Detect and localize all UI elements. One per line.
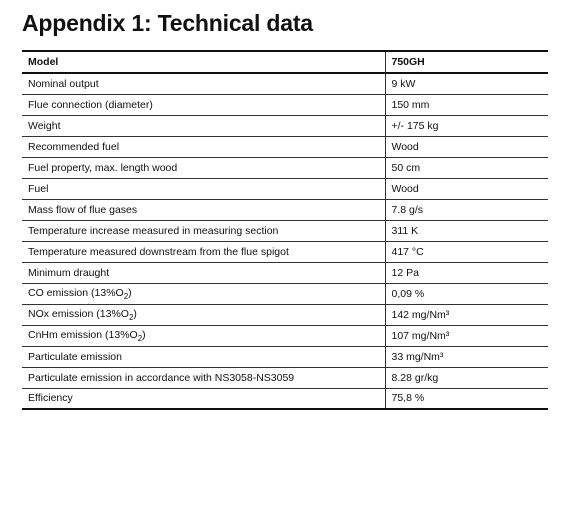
row-value: 33 mg/Nm³ [385, 346, 548, 367]
row-label: Weight [22, 115, 385, 136]
table-row [22, 283, 548, 304]
row-label: Minimum draught [22, 262, 385, 283]
table-row [22, 115, 548, 136]
row-label: Fuel [22, 178, 385, 199]
row-value: 311 K [385, 220, 548, 241]
row-label-close: ) [128, 286, 132, 299]
row-value: 7.8 g/s [385, 199, 548, 220]
table-row [22, 304, 548, 325]
row-value: 150 mm [385, 94, 548, 115]
row-label-text: CO emission (13%O [28, 286, 124, 299]
row-label-subscript: 2 [123, 291, 129, 301]
row-value: 0,09 % [385, 283, 548, 304]
table-row [22, 241, 548, 262]
row-label [22, 304, 385, 325]
row-label: Mass flow of flue gases [22, 199, 385, 220]
row-label: Particulate emission [22, 346, 385, 367]
table-row [22, 220, 548, 241]
table-row [22, 325, 548, 346]
row-label-close: ) [133, 307, 137, 320]
table-row [22, 262, 548, 283]
row-value: 12 Pa [385, 262, 548, 283]
row-label: Efficiency [22, 388, 385, 409]
page-title: Appendix 1: Technical data [22, 10, 313, 36]
table-row [22, 199, 548, 220]
row-label-subscript: 2 [137, 333, 143, 343]
table-header-row [22, 51, 548, 73]
row-label-text: CnHm emission (13%O [28, 328, 138, 341]
table-row [22, 136, 548, 157]
row-label-close: ) [142, 328, 146, 341]
row-label: Fuel property, max. length wood [22, 157, 385, 178]
row-value: 9 kW [385, 73, 548, 94]
row-label: Particulate emission in accordance with NS3058-NS3059 [22, 367, 385, 388]
row-value: 50 cm [385, 157, 548, 178]
row-label: Recommended fuel [22, 136, 385, 157]
row-label [22, 325, 385, 346]
table-row [22, 178, 548, 199]
table-row [22, 94, 548, 115]
row-value: 417 °C [385, 241, 548, 262]
table-row [22, 388, 548, 409]
row-value: +/- 175 kg [385, 115, 548, 136]
header-model-value: 750GH [385, 51, 548, 73]
header-model: Model [22, 51, 385, 73]
technical-data-table [22, 50, 548, 410]
row-value: 75,8 % [385, 388, 548, 409]
row-label-text: NOx emission (13%O [28, 307, 129, 320]
row-value: 8.28 gr/kg [385, 367, 548, 388]
table-row [22, 73, 548, 94]
row-value: 107 mg/Nm³ [385, 325, 548, 346]
table-row [22, 367, 548, 388]
table-row [22, 346, 548, 367]
row-value: Wood [385, 136, 548, 157]
row-value: Wood [385, 178, 548, 199]
row-label [22, 283, 385, 304]
row-label: Temperature increase measured in measuring section [22, 220, 385, 241]
row-label-subscript: 2 [128, 312, 134, 322]
row-value: 142 mg/Nm³ [385, 304, 548, 325]
row-label: Nominal output [22, 73, 385, 94]
table-row [22, 157, 548, 178]
row-label: Temperature measured downstream from the flue spigot [22, 241, 385, 262]
row-label: Flue connection (diameter) [22, 94, 385, 115]
